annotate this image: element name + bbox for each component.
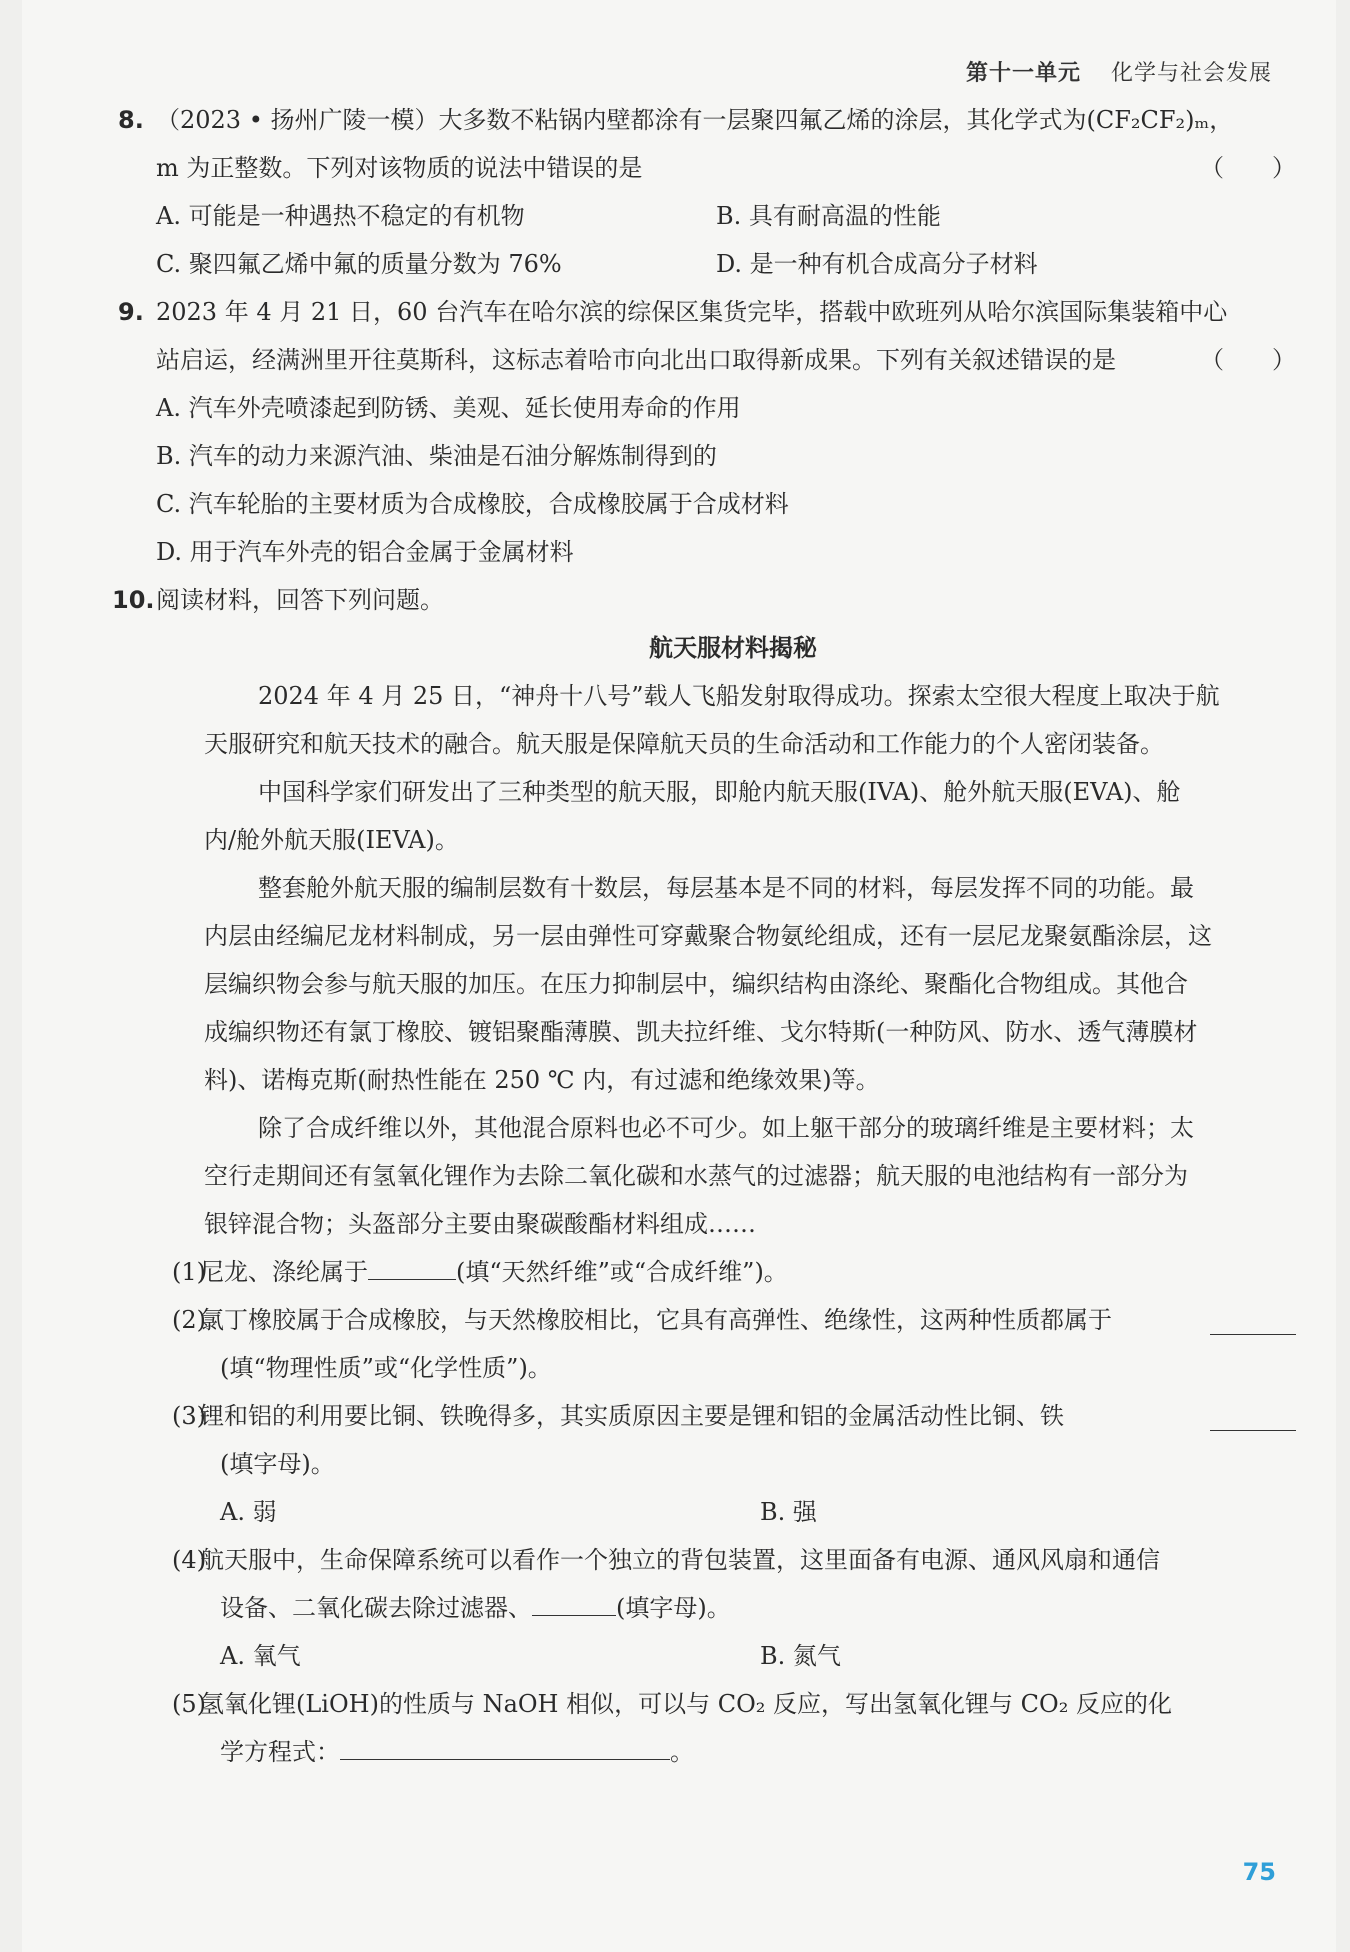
q10-sub2-line2 <box>100 1344 1310 1392</box>
sub4-option-a[interactable]: A. 氧气 <box>220 1642 301 1670</box>
q8-options-row1 <box>100 192 1310 240</box>
q9-line1 <box>100 288 1310 336</box>
reading-line: 内层由经编尼龙材料制成，另一层由弹性可穿戴聚合物氨纶组成，还有一层尼龙聚氨酯涂层，这 <box>204 922 1212 950</box>
sub2-answer-blank[interactable] <box>1210 1306 1296 1335</box>
q10-sub3-options <box>100 1488 1310 1536</box>
sub1-answer-blank[interactable] <box>368 1251 456 1280</box>
sub5-answer-blank[interactable] <box>340 1731 670 1760</box>
q9-stem-1: 2023 年 4 月 21 日，60 台汽车在哈尔滨的综保区集货完毕，搭载中欧班列从哈尔滨国际集装箱中心 <box>156 298 1228 326</box>
q9-option-b-row <box>100 432 1310 480</box>
page-header <box>966 56 1272 87</box>
reading-line: 除了合成纤维以外，其他混合原料也必不可少。如上躯干部分的玻璃纤维是主要材料；太 <box>258 1114 1194 1142</box>
q9-option-c-row <box>100 480 1310 528</box>
sub1-number: (1) <box>172 1258 206 1286</box>
sub3-text-2: (填字母)。 <box>220 1450 335 1478</box>
q9-option-d[interactable]: D. 用于汽车外壳的铝合金属于金属材料 <box>156 538 574 566</box>
q10-intro: 阅读材料，回答下列问题。 <box>156 586 444 614</box>
sub4-text-after: (填字母)。 <box>616 1594 731 1622</box>
sub1-text-after: (填“天然纤维”或“合成纤维”)。 <box>456 1258 788 1286</box>
reading-title: 航天服材料揭秘 <box>649 634 817 662</box>
page-number: 75 <box>1242 1858 1276 1886</box>
q10-sub3-line2 <box>100 1440 1310 1488</box>
q8-stem-1: （2023 • 扬州广陵一模）大多数不粘锅内壁都涂有一层聚四氟乙烯的涂层，其化学式为(CF₂CF₂)ₘ， <box>156 106 1234 134</box>
q10-sub2-line1 <box>100 1296 1310 1344</box>
q8-option-b[interactable]: B. 具有耐高温的性能 <box>716 202 941 230</box>
unit-label: 第十一单元 <box>965 61 1081 86</box>
sub3-option-a[interactable]: A. 弱 <box>220 1498 277 1526</box>
reading-line: 中国科学家们研发出了三种类型的航天服，即舱内航天服(IVA)、舱外航天服(EVA)、舱 <box>258 778 1181 806</box>
reading-line: 整套舱外航天服的编制层数有十数层，每层基本是不同的材料，每层发挥不同的功能。最 <box>258 874 1194 902</box>
q10-sub5-line1 <box>100 1680 1310 1728</box>
q9-line2 <box>100 336 1310 384</box>
q10-sub4-line1 <box>100 1536 1310 1584</box>
reading-line: 料)、诺梅克斯(耐热性能在 250 ℃ 内，有过滤和绝缘效果)等。 <box>204 1066 880 1094</box>
sub4-number: (4) <box>172 1546 206 1574</box>
q9-answer-bracket[interactable]: （ ） <box>1200 346 1296 374</box>
q9-stem-2: 站启运，经满洲里开往莫斯科，这标志着哈市向北出口取得新成果。下列有关叙述错误的是 <box>156 346 1116 374</box>
reading-line: 空行走期间还有氢氧化锂作为去除二氧化碳和水蒸气的过滤器；航天服的电池结构有一部分为 <box>204 1162 1188 1190</box>
sub4-text-before: 设备、二氧化碳去除过滤器、 <box>220 1594 532 1622</box>
reading-passage <box>100 672 1310 1248</box>
reading-line: 成编织物还有氯丁橡胶、镀铝聚酯薄膜、凯夫拉纤维、戈尔特斯(一种防风、防水、透气薄膜材 <box>204 1018 1198 1046</box>
q8-option-a[interactable]: A. 可能是一种遇热不稳定的有机物 <box>156 202 525 230</box>
q10-line1 <box>100 576 1310 624</box>
q10-sub5-line2 <box>100 1728 1310 1776</box>
sub3-answer-blank[interactable] <box>1210 1402 1296 1431</box>
reading-line: 内/舱外航天服(IEVA)。 <box>204 826 459 854</box>
q10-sub3-line1 <box>100 1392 1310 1440</box>
sub3-option-b[interactable]: B. 强 <box>760 1498 817 1526</box>
q8-line1 <box>100 96 1310 144</box>
sub5-number: (5) <box>172 1690 206 1718</box>
q8-option-c[interactable]: C. 聚四氟乙烯中氟的质量分数为 76% <box>156 250 562 278</box>
sub2-text-2: (填“物理性质”或“化学性质”)。 <box>220 1354 552 1382</box>
content <box>100 96 1310 1776</box>
q9-option-d-row <box>100 528 1310 576</box>
sub5-text-after: 。 <box>670 1738 694 1766</box>
sub2-number: (2) <box>172 1306 206 1334</box>
reading-line: 天服研究和航天技术的融合。航天服是保障航天员的生命活动和工作能力的个人密闭装备。 <box>204 730 1164 758</box>
q9-option-c[interactable]: C. 汽车轮胎的主要材质为合成橡胶，合成橡胶属于合成材料 <box>156 490 789 518</box>
reading-line: 2024 年 4 月 25 日，“神舟十八号”载人飞船发射取得成功。探索太空很大程度上取决于航 <box>258 682 1220 710</box>
q9-option-a-row <box>100 384 1310 432</box>
sub5-text-before: 学方程式： <box>220 1738 340 1766</box>
q8-option-d[interactable]: D. 是一种有机合成高分子材料 <box>716 250 1038 278</box>
page <box>22 0 1336 1952</box>
q10-sub4-line2 <box>100 1584 1310 1632</box>
sub4-option-b[interactable]: B. 氮气 <box>760 1642 841 1670</box>
sub3-number: (3) <box>172 1402 206 1430</box>
sub5-text-1: 氢氧化锂(LiOH)的性质与 NaOH 相似，可以与 CO₂ 反应，写出氢氧化锂与 CO₂ 反应的化 <box>200 1690 1172 1718</box>
sub2-text-1: 氯丁橡胶属于合成橡胶，与天然橡胶相比，它具有高弹性、绝缘性，这两种性质都属于 <box>200 1306 1112 1334</box>
sub4-text-1: 航天服中，生命保障系统可以看作一个独立的背包装置，这里面备有电源、通风风扇和通信 <box>200 1546 1160 1574</box>
q8-answer-bracket[interactable]: （ ） <box>1200 154 1296 182</box>
reading-line: 银锌混合物；头盔部分主要由聚碳酸酯材料组成…… <box>204 1210 756 1238</box>
q8-line2 <box>100 144 1310 192</box>
q8-stem-2: m 为正整数。下列对该物质的说法中错误的是 <box>156 154 643 182</box>
q10-sub4-options <box>100 1632 1310 1680</box>
unit-title: 化学与社会发展 <box>1110 61 1272 86</box>
q9-option-a[interactable]: A. 汽车外壳喷漆起到防锈、美观、延长使用寿命的作用 <box>156 394 741 422</box>
reading-line: 层编织物会参与航天服的加压。在压力抑制层中，编织结构由涤纶、聚酯化合物组成。其他合 <box>204 970 1188 998</box>
sub3-text-1: 锂和铝的利用要比铜、铁晚得多，其实质原因主要是锂和铝的金属活动性比铜、铁 <box>200 1402 1064 1430</box>
q10-number: 10. <box>112 586 155 614</box>
q8-options-row2 <box>100 240 1310 288</box>
q8-number: 8. <box>118 106 144 134</box>
q9-number: 9. <box>118 298 144 326</box>
sub4-answer-blank[interactable] <box>532 1587 616 1616</box>
q10-sub1 <box>100 1248 1310 1296</box>
sub1-text-before: 尼龙、涤纶属于 <box>200 1258 368 1286</box>
q9-option-b[interactable]: B. 汽车的动力来源汽油、柴油是石油分解炼制得到的 <box>156 442 717 470</box>
